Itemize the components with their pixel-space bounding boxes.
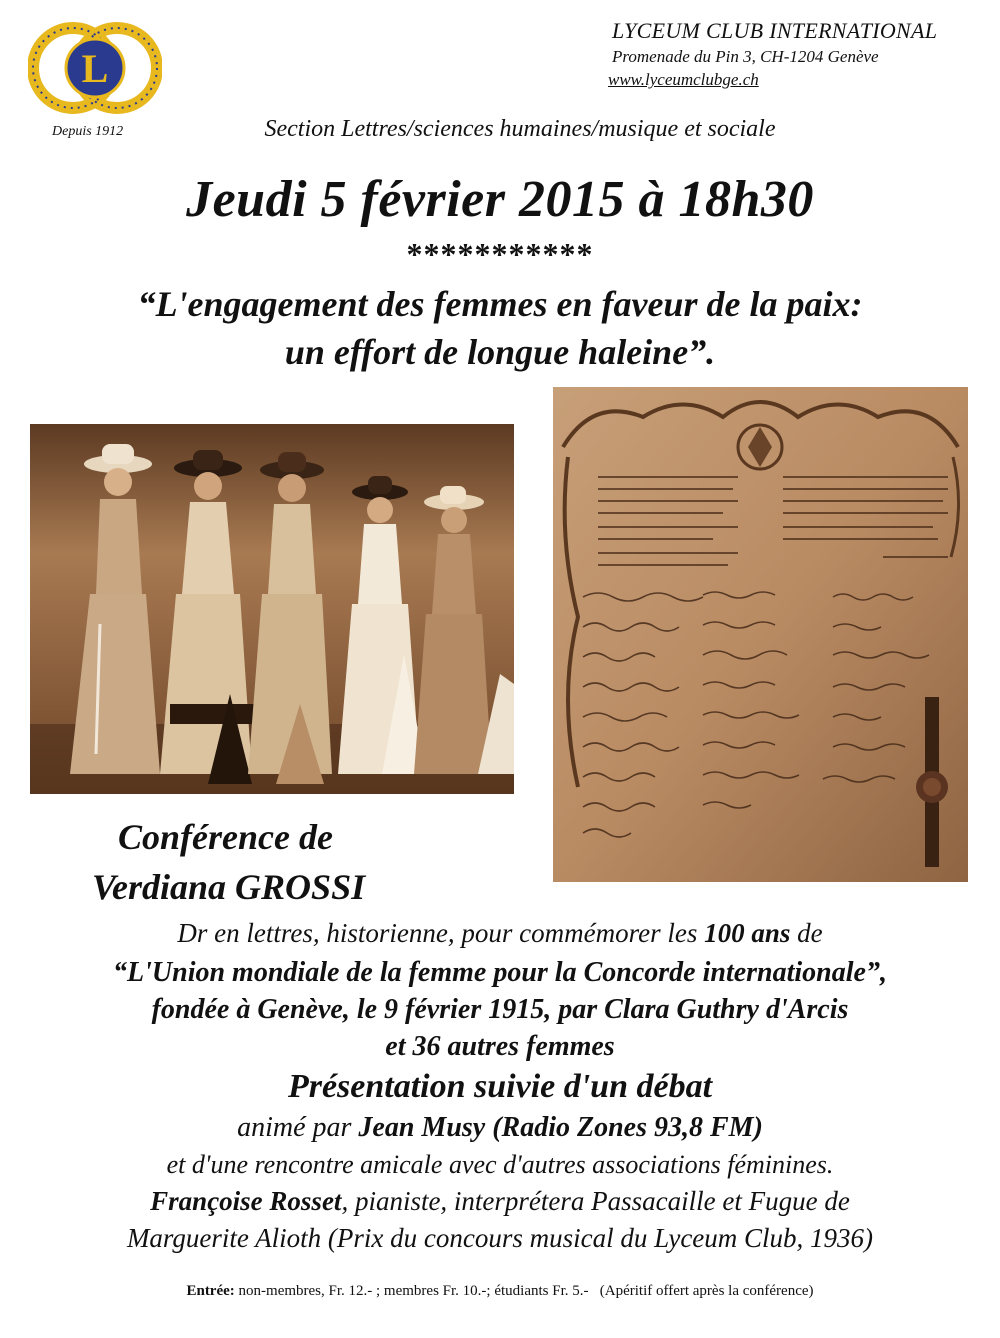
entry-prices (0, 1283, 1000, 1300)
presentation-heading: Présentation suivie d'un débat (287, 1068, 713, 1105)
event-title-line2: un effort de longue haleine”. (284, 332, 716, 372)
section-line: Section Lettres/sciences humaines/musique et sociale (264, 116, 776, 142)
meeting-line: et d'une rencontre amicale avec d'autres associations féminines. (166, 1150, 834, 1179)
event-date: Jeudi 5 février 2015 à 18h30 (186, 171, 814, 228)
club-address: Promenade du Pin 3, CH-1204 Genève (612, 47, 879, 66)
others-line: et 36 autres femmes (385, 1031, 615, 1062)
pianist-line (0, 1186, 1000, 1217)
pianist-name: Françoise Rosset (150, 1186, 342, 1216)
moderator-line (0, 1112, 1000, 1144)
since-label: Depuis 1912 (52, 124, 124, 139)
logo-letter: L (81, 46, 109, 91)
entry-label: Entrée: (186, 1283, 235, 1299)
moderator-prefix: animé par (237, 1112, 359, 1143)
separator: *********** (406, 236, 594, 272)
prize-line: Marguerite Alioth (Prix du concours musical du Lyceum Club, 1936) (126, 1223, 874, 1253)
bio-text-end: de (790, 918, 823, 948)
photo-signed-document (553, 387, 968, 882)
conference-label: Conférence de (118, 817, 333, 857)
photo-women-umbrellas (30, 424, 514, 794)
pianist-text: , pianiste, interprétera Passacaille et Fugue de (341, 1186, 850, 1216)
bio-anniversary: 100 ans (704, 918, 791, 948)
event-title-line1: “L'engagement des femmes en faveur de la paix: (137, 284, 863, 324)
bio-text: Dr en lettres, historienne, pour commémorer les (177, 918, 705, 948)
lyceum-logo (28, 22, 162, 114)
club-website-link[interactable]: www.lyceumclubge.ch (608, 70, 759, 89)
speaker-bio (30, 918, 970, 949)
moderator-name: Jean Musy (Radio Zones 93,8 FM) (358, 1112, 763, 1143)
union-name: “L'Union mondiale de la femme pour la Concorde internationale”, (113, 957, 887, 988)
speaker-name: Verdiana GROSSI (92, 867, 366, 907)
entry-note: (Apéritif offert après la conférence) (599, 1283, 814, 1299)
entry-prices-text: non-membres, Fr. 12.- ; membres Fr. 10.-; étudiants Fr. 5.- (234, 1283, 589, 1299)
club-name: LYCEUM CLUB INTERNATIONAL (612, 18, 938, 43)
founded-line: fondée à Genève, le 9 février 1915, par Clara Guthry d'Arcis (151, 994, 849, 1025)
